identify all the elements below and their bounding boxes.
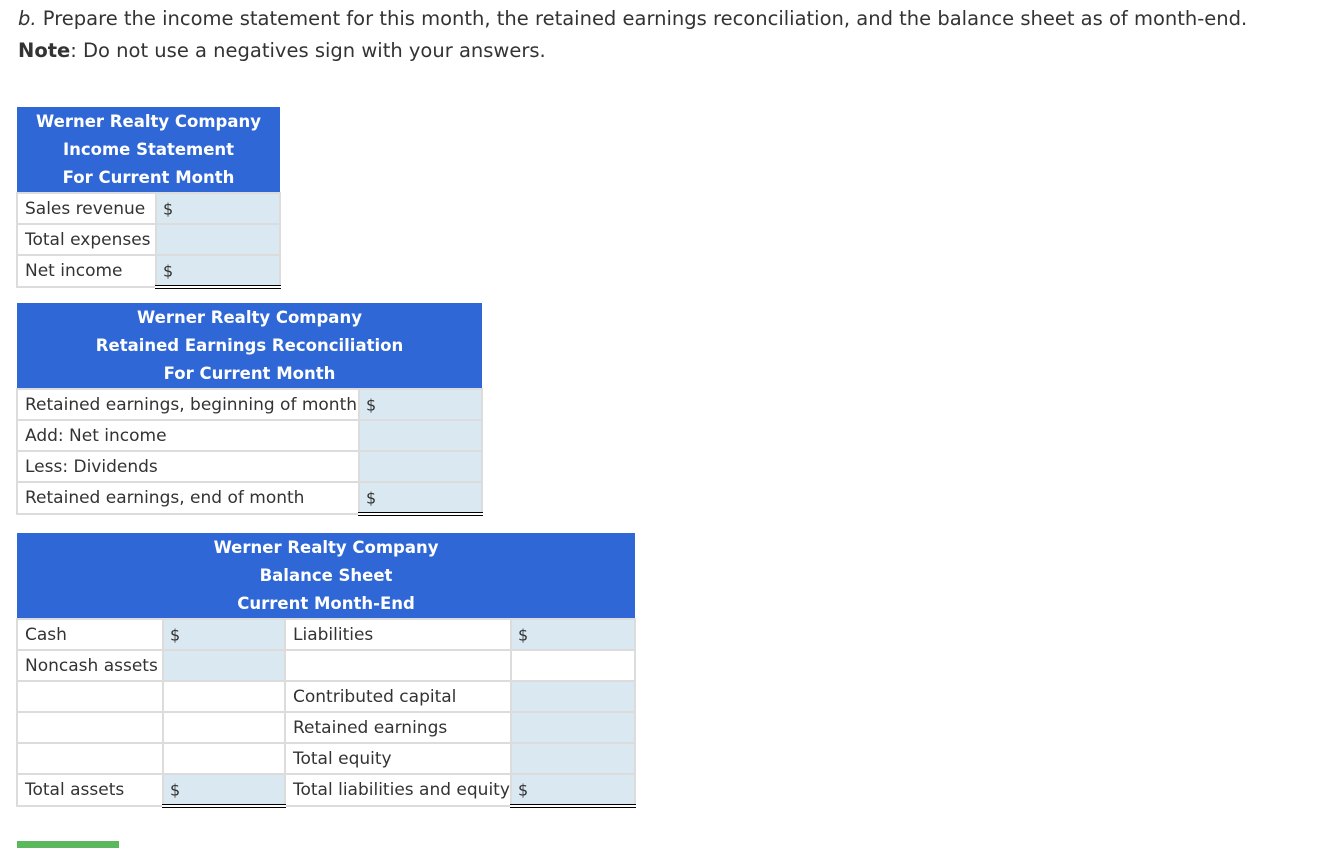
liability-equity-label: Liabilities [285,619,511,650]
bs-row [17,743,635,774]
statement-period: For Current Month [62,168,235,187]
liability-equity-label: Total equity [285,743,511,774]
re-row-dividends [17,451,482,482]
bs-row [17,681,635,712]
currency-symbol: $ [163,261,174,280]
asset-label [17,712,163,743]
asset-label [17,681,163,712]
income-row-net-income [17,255,280,287]
company-name: Werner Realty Company [137,308,362,327]
liability-equity-label [285,650,511,681]
re-ending-input[interactable] [359,482,482,514]
currency-symbol: $ [518,780,529,799]
empty-cell [163,712,285,743]
noncash-assets-input[interactable] [163,650,285,681]
currency-symbol: $ [366,488,377,507]
total-expenses-input[interactable] [156,224,280,255]
total-liabilities-equity-input[interactable] [511,774,635,806]
re-net-income-input[interactable] [359,420,482,451]
liability-equity-label: Retained earnings [285,712,511,743]
instruction-text: Prepare the income statement for this month, the retained earnings reconciliation, and the balance sheet as of month-end. [36,7,1248,30]
row-label: Add: Net income [17,420,359,451]
empty-cell [163,743,285,774]
bs-row [17,774,635,806]
balance-sheet-header [17,533,635,619]
statement-title: Retained Earnings Reconciliation [95,336,404,355]
part-label: b. [18,7,37,30]
statement-period: For Current Month [163,364,336,383]
instruction-line-1 [18,3,1247,35]
retained-earnings-input[interactable] [511,712,635,743]
company-name: Werner Realty Company [213,538,439,557]
cash-input[interactable] [163,619,285,650]
re-row-beginning [17,389,482,420]
instruction-line-2 [18,35,1247,67]
empty-cell [163,681,285,712]
asset-label [17,743,163,774]
liability-equity-label: Contributed capital [285,681,511,712]
re-row-net-income [17,420,482,451]
liability-equity-label: Total liabilities and equity [285,774,511,806]
income-statement-table [16,107,281,289]
row-label: Retained earnings, beginning of month [17,389,359,420]
empty-cell [511,650,635,681]
income-statement-header [17,107,280,193]
bs-row [17,650,635,681]
currency-symbol: $ [170,780,181,799]
statement-title: Income Statement [62,140,235,159]
bs-row [17,712,635,743]
note-label: Note [18,39,71,62]
asset-label: Cash [17,619,163,650]
statement-title: Balance Sheet [259,566,393,585]
retained-earnings-table [16,303,483,516]
bs-row [17,619,635,650]
row-label: Sales revenue [17,193,156,224]
note-text: : Do not use a negatives sign with your answers. [70,39,546,62]
row-label: Net income [17,255,156,287]
company-name: Werner Realty Company [36,112,261,131]
re-row-ending [17,482,482,514]
instructions [18,3,1247,67]
liabilities-input[interactable] [511,619,635,650]
currency-symbol: $ [518,625,529,644]
row-label: Retained earnings, end of month [17,482,359,514]
contributed-capital-input[interactable] [511,681,635,712]
statement-period: Current Month-End [237,594,415,613]
currency-symbol: $ [170,625,181,644]
row-label: Total expenses [17,224,156,255]
income-row-total-expenses [17,224,280,255]
submit-button[interactable] [17,841,119,848]
total-assets-input[interactable] [163,774,285,806]
asset-label: Total assets [17,774,163,806]
net-income-input[interactable] [156,255,280,287]
re-dividends-input[interactable] [359,451,482,482]
balance-sheet-table [16,533,636,808]
re-beginning-input[interactable] [359,389,482,420]
sales-revenue-input[interactable] [156,193,280,224]
currency-symbol: $ [366,395,377,414]
income-row-sales-revenue [17,193,280,224]
currency-symbol: $ [163,199,174,218]
retained-earnings-header [17,303,482,389]
total-equity-input[interactable] [511,743,635,774]
row-label: Less: Dividends [17,451,359,482]
asset-label: Noncash assets [17,650,163,681]
